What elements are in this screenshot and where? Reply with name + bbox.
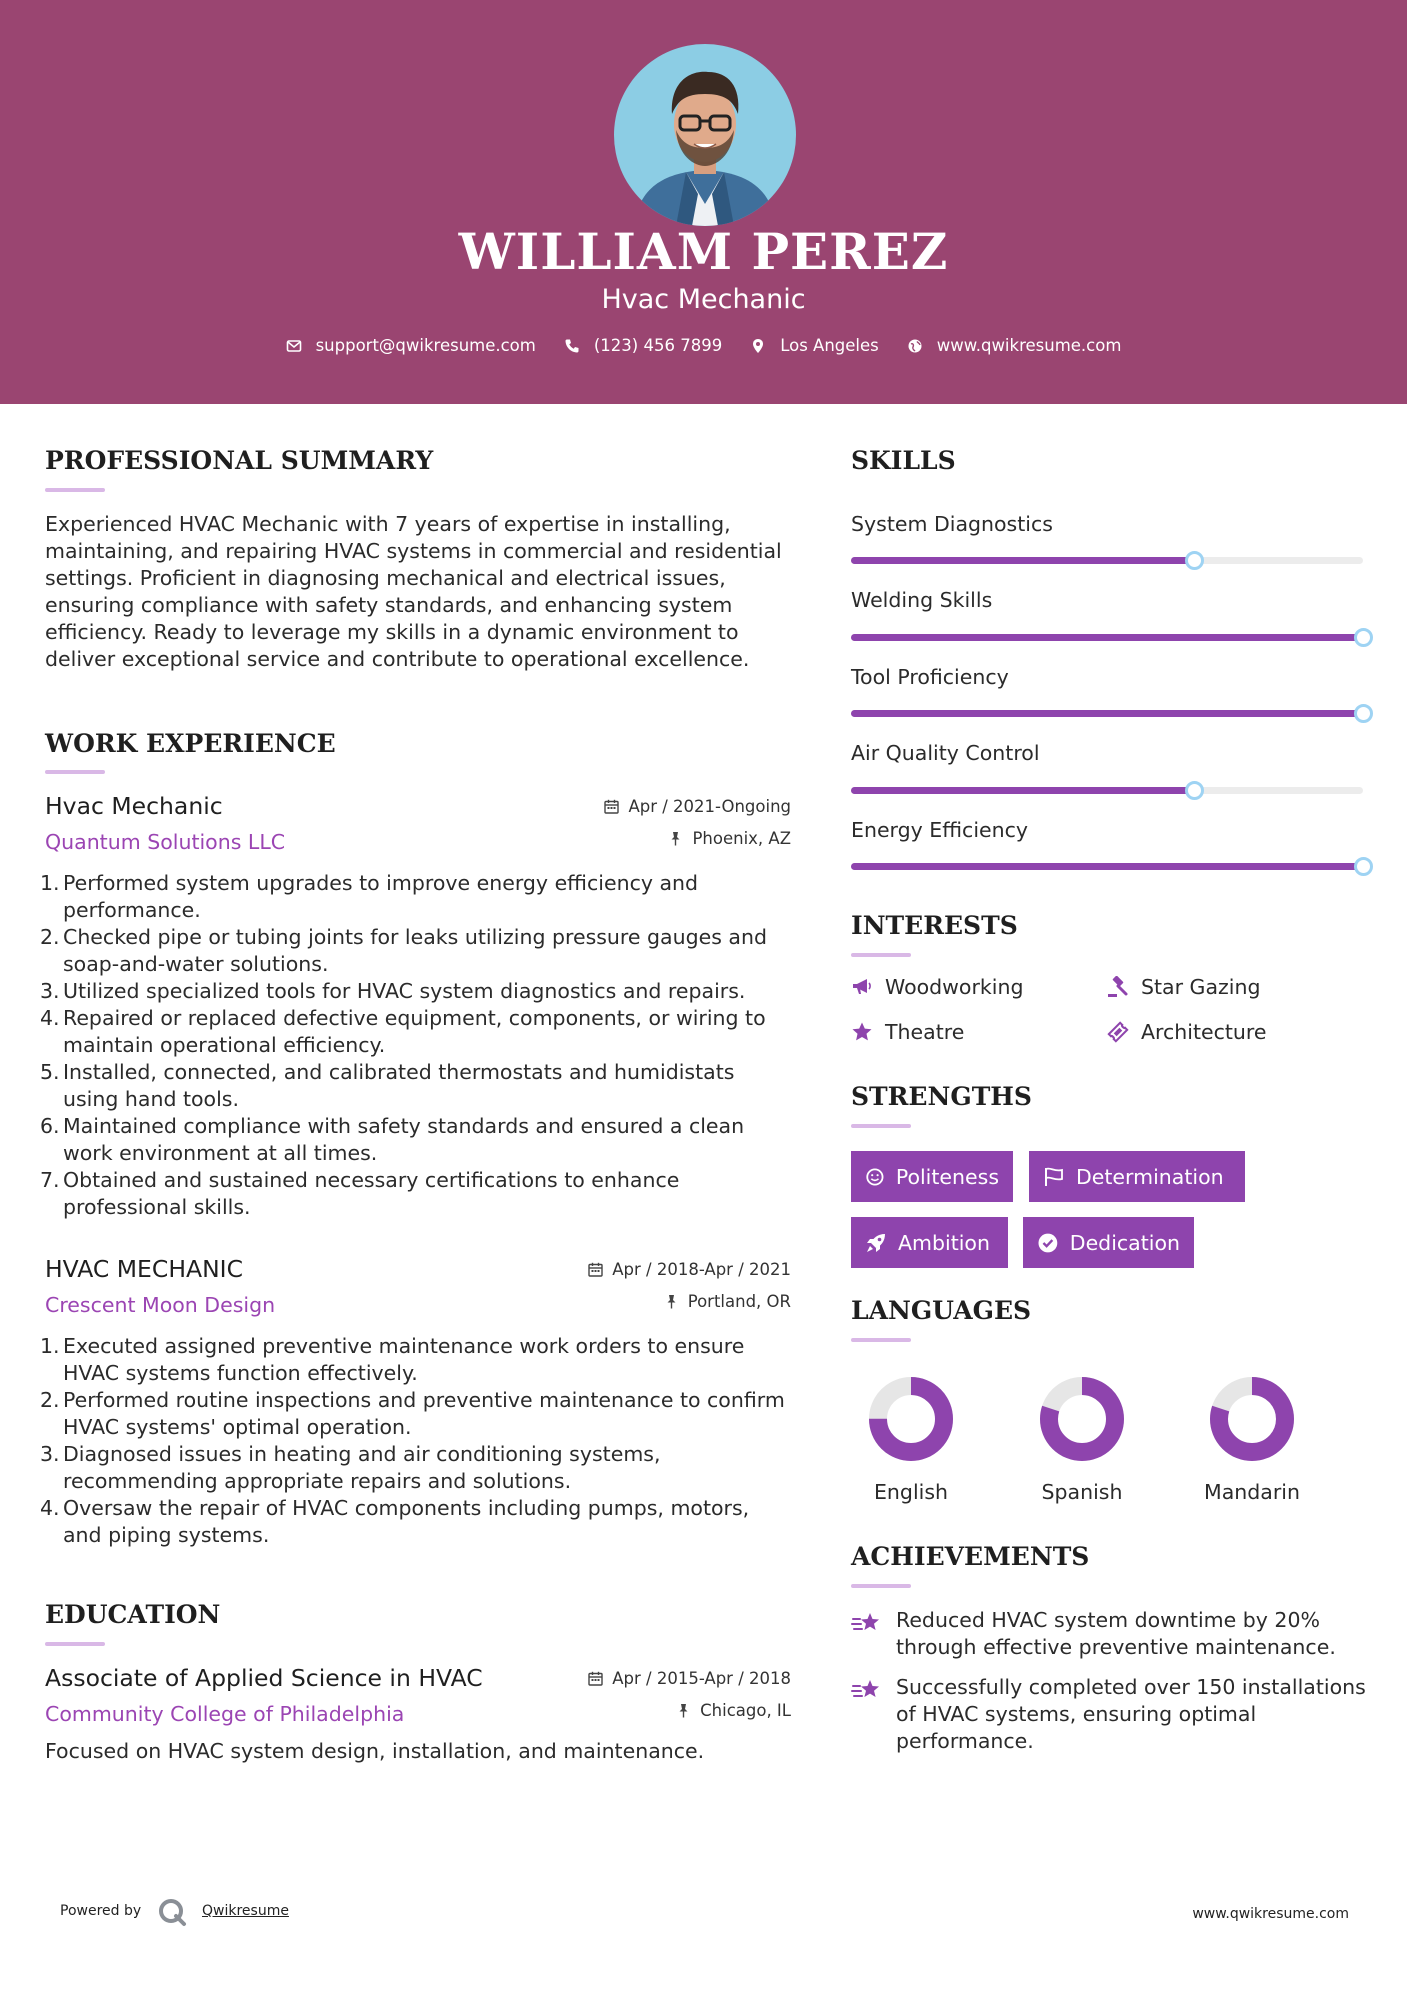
envelope-icon — [286, 338, 302, 354]
languages-heading: LANGUAGES — [851, 1296, 1032, 1325]
education-location-text: Chicago, IL — [700, 1701, 791, 1720]
summary-text: Experienced HVAC Mechanic with 7 years of expertise in installing, maintaining, and repairing HVAC systems in commercial and residential settings. Proficient in diagnosing mechanical and electrical issues, ensuring compliance with safety standards, and enhancing system efficiency. Ready to leverage my skills in a dynamic environment to deliver exceptional service and contribute to operational excellence. — [45, 512, 782, 671]
globe-icon — [907, 338, 923, 354]
language-item — [1012, 1376, 1152, 1504]
job-dates — [604, 797, 791, 816]
education-heading: EDUCATION — [45, 1600, 221, 1629]
calendar-icon — [588, 1262, 603, 1277]
strengths-underline — [851, 1124, 911, 1128]
resume-header — [0, 0, 1407, 404]
education-description: Focused on HVAC system design, installation, and maintenance. — [45, 1739, 705, 1763]
language-name: Mandarin — [1204, 1480, 1300, 1504]
skill-bar[interactable] — [851, 787, 1363, 794]
education-dates — [588, 1669, 791, 1688]
job-dates-text: Apr / 2018-Apr / 2021 — [612, 1260, 791, 1279]
list-item: Maintained compliance with safety standards and ensured a clean work environment at all times. — [63, 1114, 745, 1165]
education-dates-text: Apr / 2015-Apr / 2018 — [612, 1669, 791, 1688]
check-circle-icon — [1037, 1232, 1059, 1254]
skill-bar-fill — [851, 863, 1363, 870]
job-company[interactable]: Crescent Moon Design — [45, 1293, 276, 1317]
bullhorn-icon — [851, 976, 873, 998]
language-name: Spanish — [1041, 1480, 1123, 1504]
skill-bar[interactable] — [851, 557, 1363, 564]
job-title: Hvac Mechanic — [45, 792, 223, 820]
language-item — [1182, 1376, 1322, 1504]
interest-label: Architecture — [1141, 1020, 1267, 1044]
strengths-heading: STRENGTHS — [851, 1082, 1032, 1111]
education-degree: Associate of Applied Science in HVAC — [45, 1664, 483, 1692]
summary-heading: PROFESSIONAL SUMMARY — [45, 446, 434, 475]
contact-phone-text: (123) 456 7899 — [593, 336, 723, 355]
skill-bar[interactable] — [851, 634, 1363, 641]
achievement-item — [851, 1674, 1371, 1755]
skill-bar-handle[interactable] — [1354, 628, 1373, 647]
flag-icon — [1043, 1166, 1065, 1188]
interest-label: Star Gazing — [1141, 975, 1261, 999]
ticket-icon — [1107, 1021, 1129, 1043]
list-item: Performed routine inspections and preventive maintenance to confirm HVAC systems' optimal operation. — [63, 1388, 785, 1439]
job-location — [668, 829, 791, 848]
shooting-star-icon — [851, 1676, 883, 1706]
gavel-icon — [1107, 976, 1129, 998]
interest-label: Woodworking — [885, 975, 1024, 999]
job-entry-header — [45, 792, 791, 856]
education-entry-header — [45, 1664, 791, 1728]
skill-bar-handle[interactable] — [1185, 551, 1204, 570]
shooting-star-icon — [851, 1609, 883, 1639]
contact-email-text: support@qwikresume.com — [315, 336, 536, 355]
education-school[interactable]: Community College of Philadelphia — [45, 1702, 405, 1726]
education-underline — [45, 1642, 105, 1646]
candidate-title: Hvac Mechanic — [601, 284, 806, 315]
languages-underline — [851, 1338, 911, 1342]
list-item: Oversaw the repair of HVAC components including pumps, motors, and piping systems. — [63, 1496, 750, 1547]
skill-label: Energy Efficiency — [851, 818, 1029, 842]
pushpin-icon — [668, 831, 683, 846]
calendar-icon — [588, 1671, 603, 1686]
education-location — [676, 1701, 791, 1720]
skill-bar-fill — [851, 634, 1363, 641]
achievements-underline — [851, 1584, 911, 1588]
profile-photo-image — [614, 44, 796, 226]
interests-heading: INTERESTS — [851, 911, 1018, 940]
contact-bar — [0, 336, 1407, 355]
star-icon — [851, 1021, 873, 1043]
profile-photo — [614, 44, 796, 226]
qwikresume-logo-icon — [157, 1897, 187, 1927]
list-item: Checked pipe or tubing joints for leaks utilizing pressure gauges and soap-and-water solutions. — [63, 925, 767, 976]
skill-label: Air Quality Control — [851, 741, 1040, 765]
skill-bar-fill — [851, 557, 1194, 564]
skill-label: System Diagnostics — [851, 512, 1053, 536]
contact-location — [750, 336, 879, 355]
skill-bar-fill — [851, 710, 1363, 717]
strength-badge — [1023, 1217, 1194, 1268]
job-duties-list — [40, 1333, 790, 1549]
strength-badge — [1029, 1151, 1245, 1202]
job-entry-header — [45, 1255, 791, 1319]
skill-bar-handle[interactable] — [1354, 857, 1373, 876]
job-location-text: Portland, OR — [687, 1292, 791, 1311]
interest-item — [1107, 975, 1260, 999]
list-item: Repaired or replaced defective equipment, components, or wiring to maintain operational efficiency. — [63, 1006, 766, 1057]
smile-icon — [865, 1166, 885, 1188]
interest-item — [1107, 1020, 1267, 1044]
pushpin-icon — [664, 1294, 679, 1309]
language-item — [841, 1376, 981, 1504]
language-donut — [1209, 1376, 1295, 1462]
pushpin-icon — [676, 1703, 691, 1718]
job-location-text: Phoenix, AZ — [692, 829, 791, 848]
contact-website-text: www.qwikresume.com — [936, 336, 1122, 355]
skill-bar-handle[interactable] — [1354, 704, 1373, 723]
list-item: Performed system upgrades to improve energy efficiency and performance. — [63, 871, 699, 922]
list-item: Installed, connected, and calibrated thermostats and humidistats using hand tools. — [63, 1060, 735, 1111]
strength-label: Dedication — [1069, 1230, 1180, 1255]
candidate-name: WILLIAM PEREZ — [458, 222, 949, 281]
job-dates — [588, 1260, 791, 1279]
achievements-heading: ACHIEVEMENTS — [851, 1542, 1090, 1571]
skill-bar-handle[interactable] — [1185, 781, 1204, 800]
language-donut — [1039, 1376, 1125, 1462]
strength-badge — [851, 1217, 1008, 1268]
language-name: English — [873, 1480, 949, 1504]
phone-icon — [564, 338, 580, 354]
skills-heading: SKILLS — [851, 446, 956, 475]
interest-label: Theatre — [885, 1020, 965, 1044]
language-donut — [868, 1376, 954, 1462]
summary-underline — [45, 488, 105, 492]
footer-website-link[interactable]: www.qwikresume.com — [1192, 1906, 1349, 1922]
interest-item — [851, 1020, 964, 1044]
interest-item — [851, 975, 1023, 999]
skill-bar[interactable] — [851, 710, 1363, 717]
list-item: Obtained and sustained necessary certifications to enhance professional skills. — [63, 1168, 680, 1219]
powered-by-label: Powered by — [60, 1903, 142, 1919]
job-duties-list — [40, 870, 790, 1221]
achievement-text: Successfully completed over 150 installations of HVAC systems, ensuring optimal performance. — [896, 1675, 1366, 1753]
skill-label: Tool Proficiency — [851, 665, 1009, 689]
contact-phone[interactable] — [564, 336, 722, 355]
strength-label: Politeness — [895, 1164, 999, 1189]
list-item: Diagnosed issues in heating and air conditioning systems, recommending appropriate repairs and solutions. — [63, 1442, 661, 1493]
experience-heading: WORK EXPERIENCE — [45, 729, 336, 758]
skill-bar-fill — [851, 787, 1194, 794]
calendar-icon — [604, 799, 619, 814]
contact-email[interactable] — [286, 336, 536, 355]
job-location — [664, 1292, 791, 1311]
skill-label: Welding Skills — [851, 588, 993, 612]
strength-label: Ambition — [898, 1230, 990, 1255]
job-company[interactable]: Quantum Solutions LLC — [45, 830, 286, 854]
achievement-text: Reduced HVAC system downtime by 20% through effective preventive maintenance. — [896, 1608, 1336, 1659]
contact-website[interactable] — [907, 336, 1122, 355]
map-marker-icon — [750, 338, 766, 354]
job-dates-text: Apr / 2021-Ongoing — [628, 797, 791, 816]
strength-label: Determination — [1076, 1164, 1224, 1189]
job-title: HVAC MECHANIC — [45, 1255, 243, 1283]
contact-location-text: Los Angeles — [780, 336, 879, 355]
achievement-item — [851, 1607, 1371, 1661]
interests-underline — [851, 953, 911, 957]
skill-bar[interactable] — [851, 863, 1363, 870]
qwikresume-link[interactable]: Qwikresume — [202, 1903, 289, 1919]
list-item: Utilized specialized tools for HVAC system diagnostics and repairs. — [63, 979, 746, 1003]
list-item: Executed assigned preventive maintenance work orders to ensure HVAC systems function effectively. — [63, 1334, 745, 1385]
rocket-icon — [865, 1232, 887, 1254]
strength-badge — [851, 1151, 1013, 1202]
experience-underline — [45, 770, 105, 774]
